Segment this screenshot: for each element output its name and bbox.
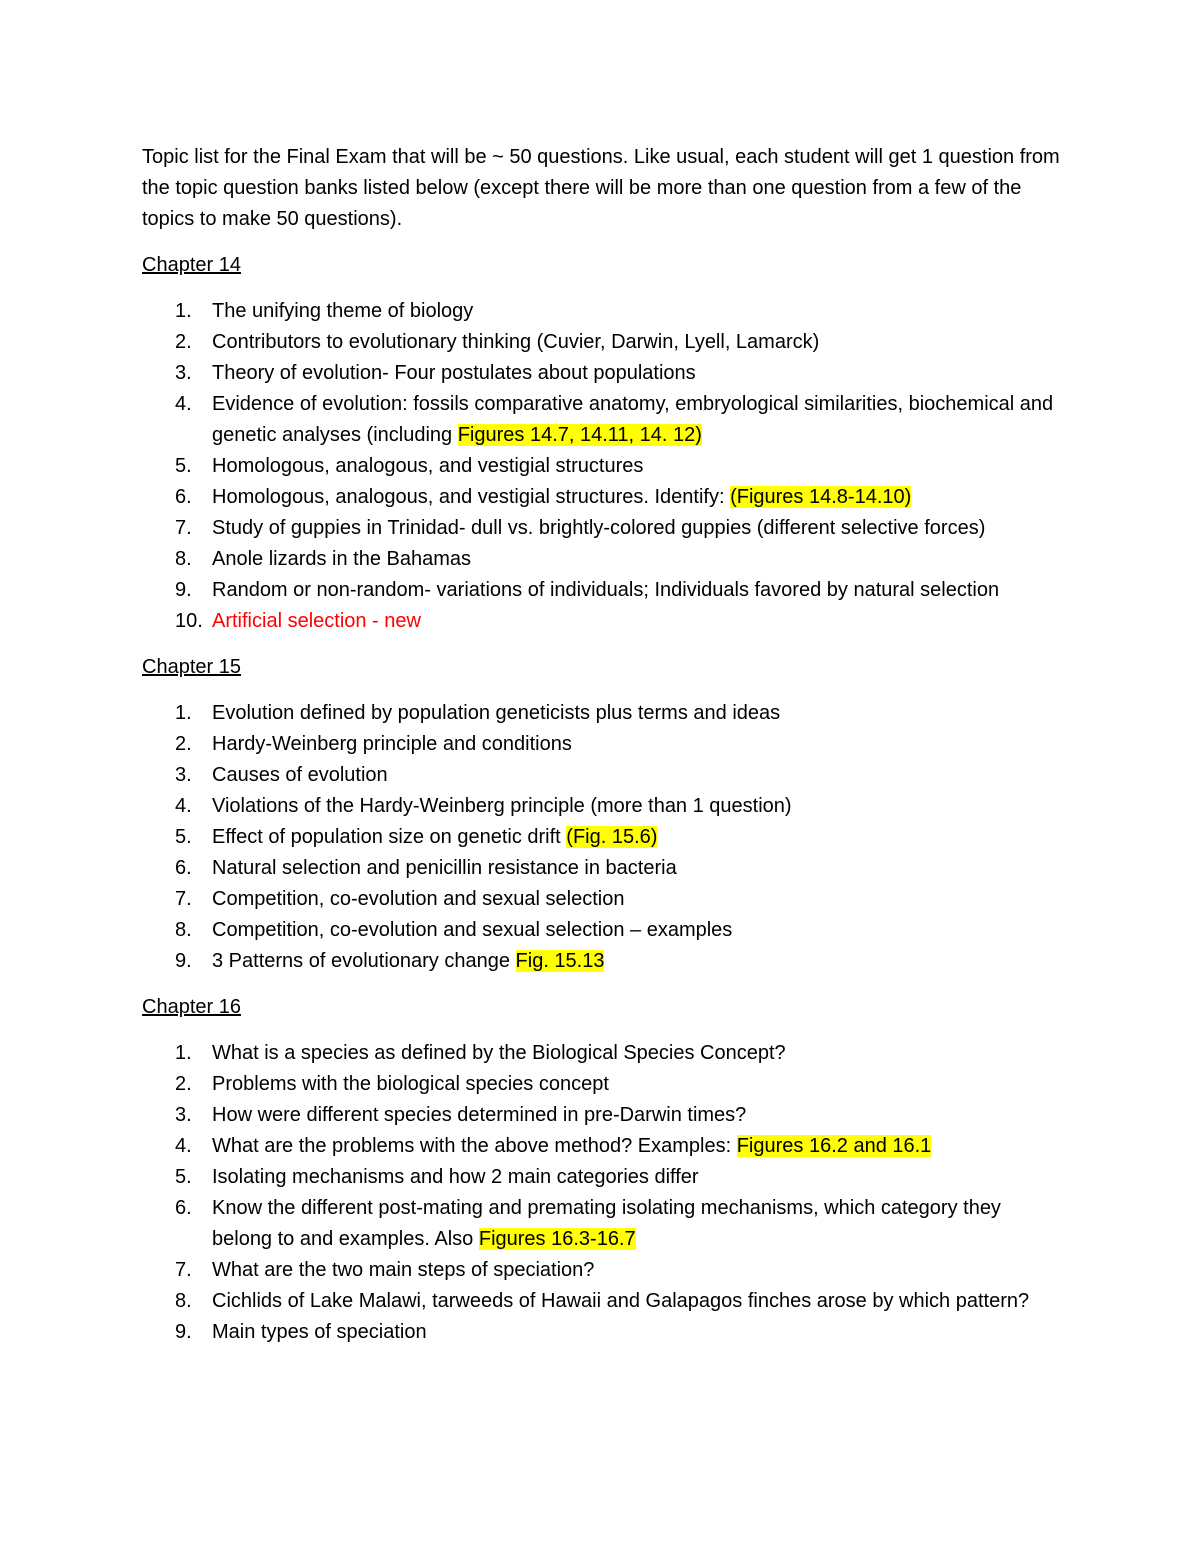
topic-number: 4. [175,795,192,817]
topic-number: 10. [175,610,203,632]
topic-text: Anole lizards in the Bahamas [212,548,472,570]
topic-text: Know the different post-mating and premating isolating mechanisms, which category they belong to and examples. Also [212,1197,1001,1250]
topic-number: 3. [175,1104,192,1126]
figure-reference-highlight: (Fig. 15.6) [566,826,658,848]
topic-text: Effect of population size on genetic drift [212,826,567,848]
topic-item [142,1038,1062,1069]
topic-text: What are the problems with the above method? Examples: [212,1135,737,1157]
topic-list [142,1038,1062,1348]
figure-reference-highlight: Figures 16.2 and 16.1 [736,1135,932,1157]
figure-reference-highlight: Fig. 15.13 [515,950,605,972]
topic-number: 3. [175,764,192,786]
topic-text: Cichlids of Lake Malawi, tarweeds of Hawaii and Galapagos finches arose by which pattern? [212,1290,1030,1312]
topic-number: 4. [175,1135,192,1157]
chapter-section [142,992,1062,1348]
topic-number: 1. [175,1042,192,1064]
topic-number: 1. [175,702,192,724]
topic-text: Theory of evolution- Four postulates about populations [212,362,696,384]
topic-number: 7. [175,888,192,910]
topic-text: Violations of the Hardy-Weinberg principle (more than 1 question) [212,795,792,817]
topic-number: 2. [175,1073,192,1095]
topic-text: Competition, co-evolution and sexual selection [212,888,625,910]
topic-text: Isolating mechanisms and how 2 main categories differ [212,1166,699,1188]
topic-text: Homologous, analogous, and vestigial structures [212,455,644,477]
figure-reference-highlight: (Figures 14.8-14.10) [730,486,912,508]
topic-item [142,698,1062,729]
topic-item [142,358,1062,389]
topic-text: Evolution defined by population geneticists plus terms and ideas [212,702,781,724]
topic-number: 7. [175,1259,192,1281]
topic-item [142,853,1062,884]
topic-number: 7. [175,517,192,539]
topic-item [142,1100,1062,1131]
topic-number: 2. [175,733,192,755]
topic-item [142,544,1062,575]
topic-item [142,946,1062,977]
topic-list [142,296,1062,637]
topic-text: What is a species as defined by the Biological Species Concept? [212,1042,786,1064]
topic-number: 9. [175,579,192,601]
topic-item [142,327,1062,358]
topic-number: 8. [175,1290,192,1312]
topic-item [142,513,1062,544]
topic-number: 5. [175,1166,192,1188]
topic-list [142,698,1062,977]
topic-number: 8. [175,919,192,941]
topic-text: Main types of speciation [212,1321,427,1343]
topic-item [142,791,1062,822]
topic-text: Homologous, analogous, and vestigial structures. Identify: [212,486,731,508]
topic-number: 9. [175,1321,192,1343]
new-topic-text: Artificial selection - new [212,610,421,632]
topic-text: Competition, co-evolution and sexual selection – examples [212,919,733,941]
topic-text: 3 Patterns of evolutionary change [212,950,516,972]
figure-reference-highlight: Figures 16.3-16.7 [478,1228,636,1250]
topic-text: Causes of evolution [212,764,388,786]
topic-text: The unifying theme of biology [212,300,474,322]
topic-item [142,1162,1062,1193]
topic-number: 9. [175,950,192,972]
chapter-title: Chapter 16 [142,996,241,1018]
document-content [142,142,1062,1363]
topic-number: 6. [175,486,192,508]
topic-number: 4. [175,393,192,415]
topic-item [142,1255,1062,1286]
topic-item [142,915,1062,946]
topic-text: How were different species determined in pre-Darwin times? [212,1104,747,1126]
topic-text: Hardy-Weinberg principle and conditions [212,733,572,755]
topic-number: 2. [175,331,192,353]
topic-item [142,1069,1062,1100]
topic-item [142,389,1062,451]
topic-number: 8. [175,548,192,570]
topic-item [142,1193,1062,1255]
topic-text: What are the two main steps of speciation? [212,1259,595,1281]
topic-text: Evidence of evolution: fossils comparative anatomy, embryological similarities, biochemical and genetic analyses (including [212,393,1054,446]
topic-item [142,1131,1062,1162]
figure-reference-highlight: Figures 14.7, 14.11, 14. 12) [457,424,702,446]
topic-number: 5. [175,826,192,848]
topic-item [142,884,1062,915]
topic-number: 1. [175,300,192,322]
chapter-title: Chapter 15 [142,656,241,678]
topic-text: Random or non-random- variations of individuals; Individuals favored by natural selection [212,579,1000,601]
topic-number: 6. [175,857,192,879]
topic-item [142,482,1062,513]
chapter-section [142,250,1062,637]
chapter-section [142,652,1062,977]
topic-item [142,1286,1062,1317]
topic-item [142,1317,1062,1348]
topic-item [142,729,1062,760]
intro-paragraph: Topic list for the Final Exam that will be ~ 50 questions. Like usual, each student will get 1 question from the topic question banks listed below (except there will be more than one question from a few of the topics to make 50 questions). [142,146,1060,230]
topic-item [142,822,1062,853]
topic-text: Study of guppies in Trinidad- dull vs. brightly-colored guppies (different selective forces) [212,517,986,539]
topic-item [142,296,1062,327]
topic-text: Problems with the biological species concept [212,1073,609,1095]
topic-text: Natural selection and penicillin resistance in bacteria [212,857,677,879]
chapter-list [142,250,1062,1348]
topic-number: 3. [175,362,192,384]
topic-number: 5. [175,455,192,477]
topic-text: Contributors to evolutionary thinking (Cuvier, Darwin, Lyell, Lamarck) [212,331,820,353]
chapter-title: Chapter 14 [142,254,241,276]
topic-number: 6. [175,1197,192,1219]
topic-item [142,606,1062,637]
topic-item [142,451,1062,482]
topic-item [142,760,1062,791]
topic-item [142,575,1062,606]
